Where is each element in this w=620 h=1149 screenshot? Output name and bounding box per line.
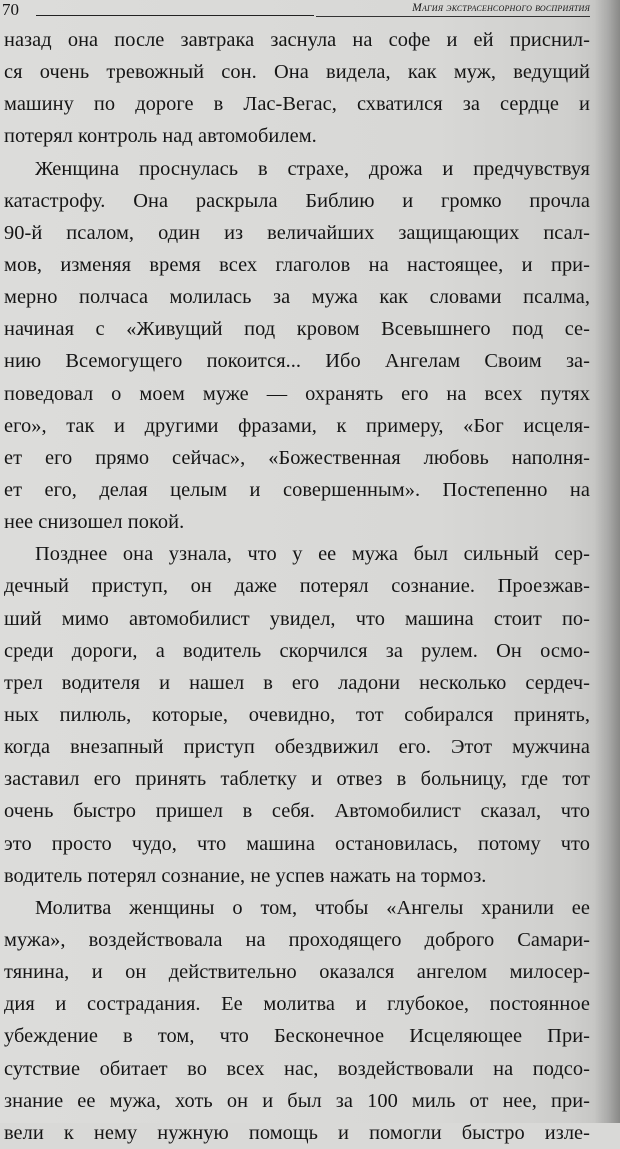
text-line: ет его прямо сейчас», «Божественная любовь наполня- xyxy=(4,446,590,469)
text-line: 90-й псалом, один из величайших защищающих псал- xyxy=(4,221,590,244)
paragraph xyxy=(4,538,590,892)
text-line: ший мимо автомобилист увидел, что машина стоит по- xyxy=(4,607,590,630)
text-line: когда внезапный приступ обездвижил его. Этот мужчина xyxy=(4,736,590,759)
text-line: знание ее мужа, хоть он и был за 100 миль от нее, при- xyxy=(4,1089,590,1112)
text-line: его», так и другими фразами, к примеру, «Бог исцеля- xyxy=(4,414,590,437)
text-line: мов, изменяя время всех глаголов на настоящее, и при- xyxy=(4,253,590,276)
text-line: Позднее она узнала, что у ее мужа был сильный сер- xyxy=(35,543,590,566)
text-line: катастрофу. Она раскрыла Библию и громко прочла xyxy=(4,189,590,212)
text-line: ся очень тревожный сон. Она видела, как муж, ведущий xyxy=(4,61,590,84)
text-line: Женщина проснулась в страхе, дрожа и предчувствуя xyxy=(35,157,590,180)
text-line: сутствие обитает во всех нас, воздействовали на подсо- xyxy=(4,1057,590,1080)
text-line: ных пилюль, которые, очевидно, тот собирался принять, xyxy=(4,703,590,726)
running-title: Магия экстрасенсорного восприятия xyxy=(412,2,590,14)
page-number: 70 xyxy=(2,0,19,19)
header-rule xyxy=(36,15,314,16)
spine-shadow xyxy=(594,0,620,1123)
text-line: назад она после завтрака заснула на софе и ей приснил- xyxy=(4,29,590,51)
text-line: очень быстро пришел в себя. Автомобилист сказал, что xyxy=(4,800,590,823)
body-text xyxy=(4,24,590,1149)
paragraph xyxy=(4,892,590,1149)
text-line: Молитва женщины о том, чтобы «Ангелы хранили ее xyxy=(35,896,590,919)
text-line: машину по дороге в Лас-Вегас, схватился за сердце и xyxy=(4,93,590,116)
text-line: потерял контроль над автомобилем. xyxy=(4,125,317,148)
text-line: среди дороги, а водитель скорчился за рулем. Он осмо- xyxy=(4,639,590,662)
text-line: мерно полчаса молилась за мужа как словами псалма, xyxy=(4,286,590,309)
text-line: это просто чудо, что машина остановилась, потому что xyxy=(4,832,590,855)
text-line: начиная с «Живущий под кровом Всевышнего под се- xyxy=(4,318,590,341)
paragraph xyxy=(4,24,590,153)
text-line: нию Всемогущего покоится... Ибо Ангелам Своим за- xyxy=(4,350,590,373)
text-line: тянина, и он действительно оказался ангелом милосер- xyxy=(4,961,590,984)
text-line: ет его, делая целым и совершенным». Постепенно на xyxy=(4,478,590,501)
text-line: нее снизошел покой. xyxy=(4,511,185,534)
text-line: поведовал о моем муже — охранять его на всех путях xyxy=(4,382,590,405)
header-underline xyxy=(316,16,590,17)
paragraph xyxy=(4,153,590,539)
text-line: дечный приступ, он даже потерял сознание. Проезжав- xyxy=(4,575,590,598)
text-line: вели к нему нужную помощь и помогли быстро изле- xyxy=(4,1121,590,1144)
text-line: заставил его принять таблетку и отвез в больницу, где тот xyxy=(4,768,590,791)
text-line: дия и сострадания. Ее молитва и глубокое, постоянное xyxy=(4,993,590,1016)
text-line: водитель потерял сознание, не успев нажать на тормоз. xyxy=(4,864,487,887)
page-header xyxy=(0,0,620,26)
text-line: трел водителя и нашел в его ладони несколько сердеч- xyxy=(4,671,590,694)
text-line: убеждение в том, что Бесконечное Исцеляющее При- xyxy=(4,1025,590,1048)
text-line: мужа», воздействовала на проходящего доброго Самари- xyxy=(4,928,590,951)
